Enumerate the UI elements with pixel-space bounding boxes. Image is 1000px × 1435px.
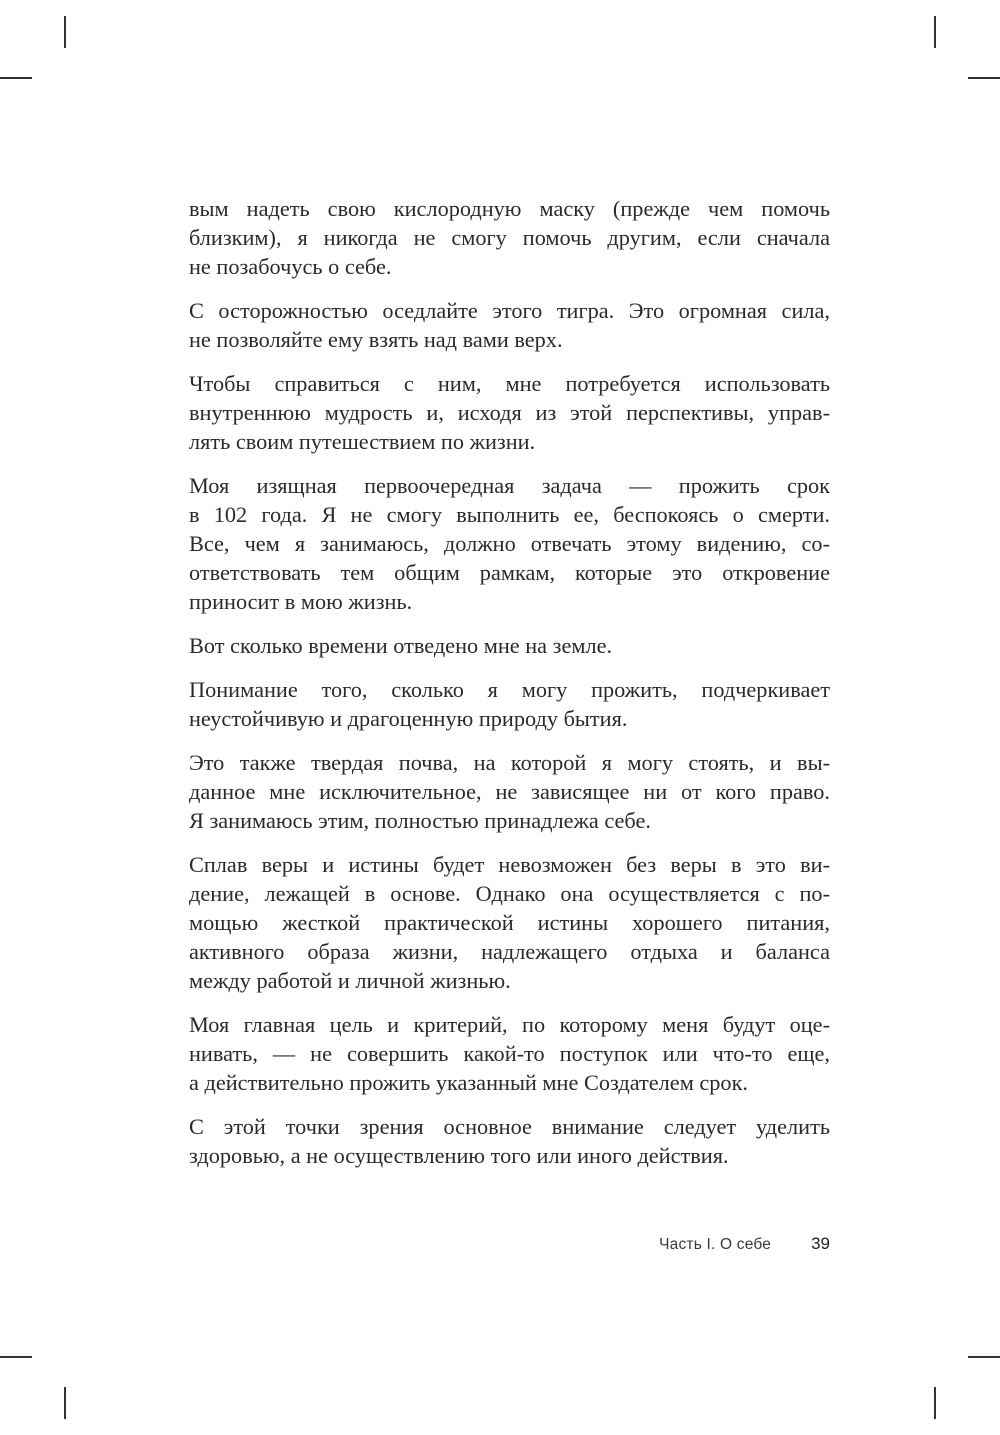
text-line: между работой и личной жизнью.: [189, 968, 511, 993]
running-head: Часть I. О себе: [659, 1236, 772, 1253]
text-line: С осторожностью оседлайте этого тигра. Это огромная сила,: [189, 298, 830, 323]
crop-mark-bottom-right: [968, 1356, 1000, 1358]
body-text: [189, 194, 830, 1185]
paragraph: [189, 1112, 830, 1170]
crop-mark-bottom-left: [0, 1356, 32, 1358]
text-line: ответствовать тем общим рамкам, которые это откровение: [189, 560, 830, 585]
text-line: Чтобы справиться с ним, мне потребуется использовать: [189, 371, 830, 396]
crop-mark-top-right: [968, 77, 1000, 79]
text-line: дение, лежащей в основе. Однако она осуществляется с по-: [189, 881, 830, 906]
paragraph: [189, 631, 830, 660]
text-line: не позабочусь о себе.: [189, 254, 392, 279]
crop-mark-bottom-left: [64, 1387, 66, 1419]
text-line: в 102 года. Я не смогу выполнить ее, беспокоясь о смерти.: [189, 502, 830, 527]
text-line: Вот сколько времени отведено мне на земле.: [189, 633, 613, 658]
page-footer: [659, 1231, 830, 1257]
text-line: Моя главная цель и критерий, по которому меня будут оце-: [189, 1012, 830, 1037]
text-line: не позволяйте ему взять над вами верх.: [189, 327, 563, 352]
paragraph: [189, 1010, 830, 1097]
crop-mark-top-right: [934, 16, 936, 48]
text-line: Понимание того, сколько я могу прожить, подчеркивает: [189, 677, 830, 702]
text-line: лять своим путешествием по жизни.: [189, 429, 536, 454]
paragraph: [189, 748, 830, 835]
text-line: Все, чем я занимаюсь, должно отвечать этому видению, со-: [189, 531, 830, 556]
text-line: внутреннюю мудрость и, исходя из этой перспективы, управ-: [189, 400, 830, 425]
text-line: мощью жесткой практической истины хорошего питания,: [189, 910, 830, 935]
paragraph: [189, 471, 830, 616]
text-line: Я занимаюсь этим, полностью принадлежа себе.: [189, 808, 651, 833]
text-line: нивать, — не совершить какой-то поступок или что-то еще,: [189, 1041, 830, 1066]
text-line: неустойчивую и драгоценную природу бытия.: [189, 706, 628, 731]
text-line: Сплав веры и истины будет невозможен без веры в это ви-: [189, 852, 830, 877]
paragraph: [189, 850, 830, 995]
paragraph: [189, 194, 830, 281]
text-line: Это также твердая почва, на которой я могу стоять, и вы-: [189, 750, 830, 775]
text-line: приносит в мою жизнь.: [189, 589, 413, 614]
text-line: близким), я никогда не смогу помочь другим, если сначала: [189, 225, 830, 250]
text-line: здоровью, а не осуществлению того или иного действия.: [189, 1143, 729, 1168]
page-number: 39: [811, 1234, 830, 1253]
paragraph: [189, 369, 830, 456]
paragraph: [189, 296, 830, 354]
text-line: С этой точки зрения основное внимание следует уделить: [189, 1114, 830, 1139]
paragraph: [189, 675, 830, 733]
text-line: вым надеть свою кислородную маску (прежде чем помочь: [189, 196, 830, 221]
text-line: а действительно прожить указанный мне Создателем срок.: [189, 1070, 748, 1095]
text-line: данное мне исключительное, не зависящее ни от кого право.: [189, 779, 830, 804]
text-line: Моя изящная первоочередная задача — прожить срок: [189, 473, 830, 498]
crop-mark-bottom-right: [934, 1387, 936, 1419]
crop-mark-top-left: [0, 77, 32, 79]
crop-mark-top-left: [64, 16, 66, 48]
text-line: активного образа жизни, надлежащего отдыха и баланса: [189, 939, 830, 964]
